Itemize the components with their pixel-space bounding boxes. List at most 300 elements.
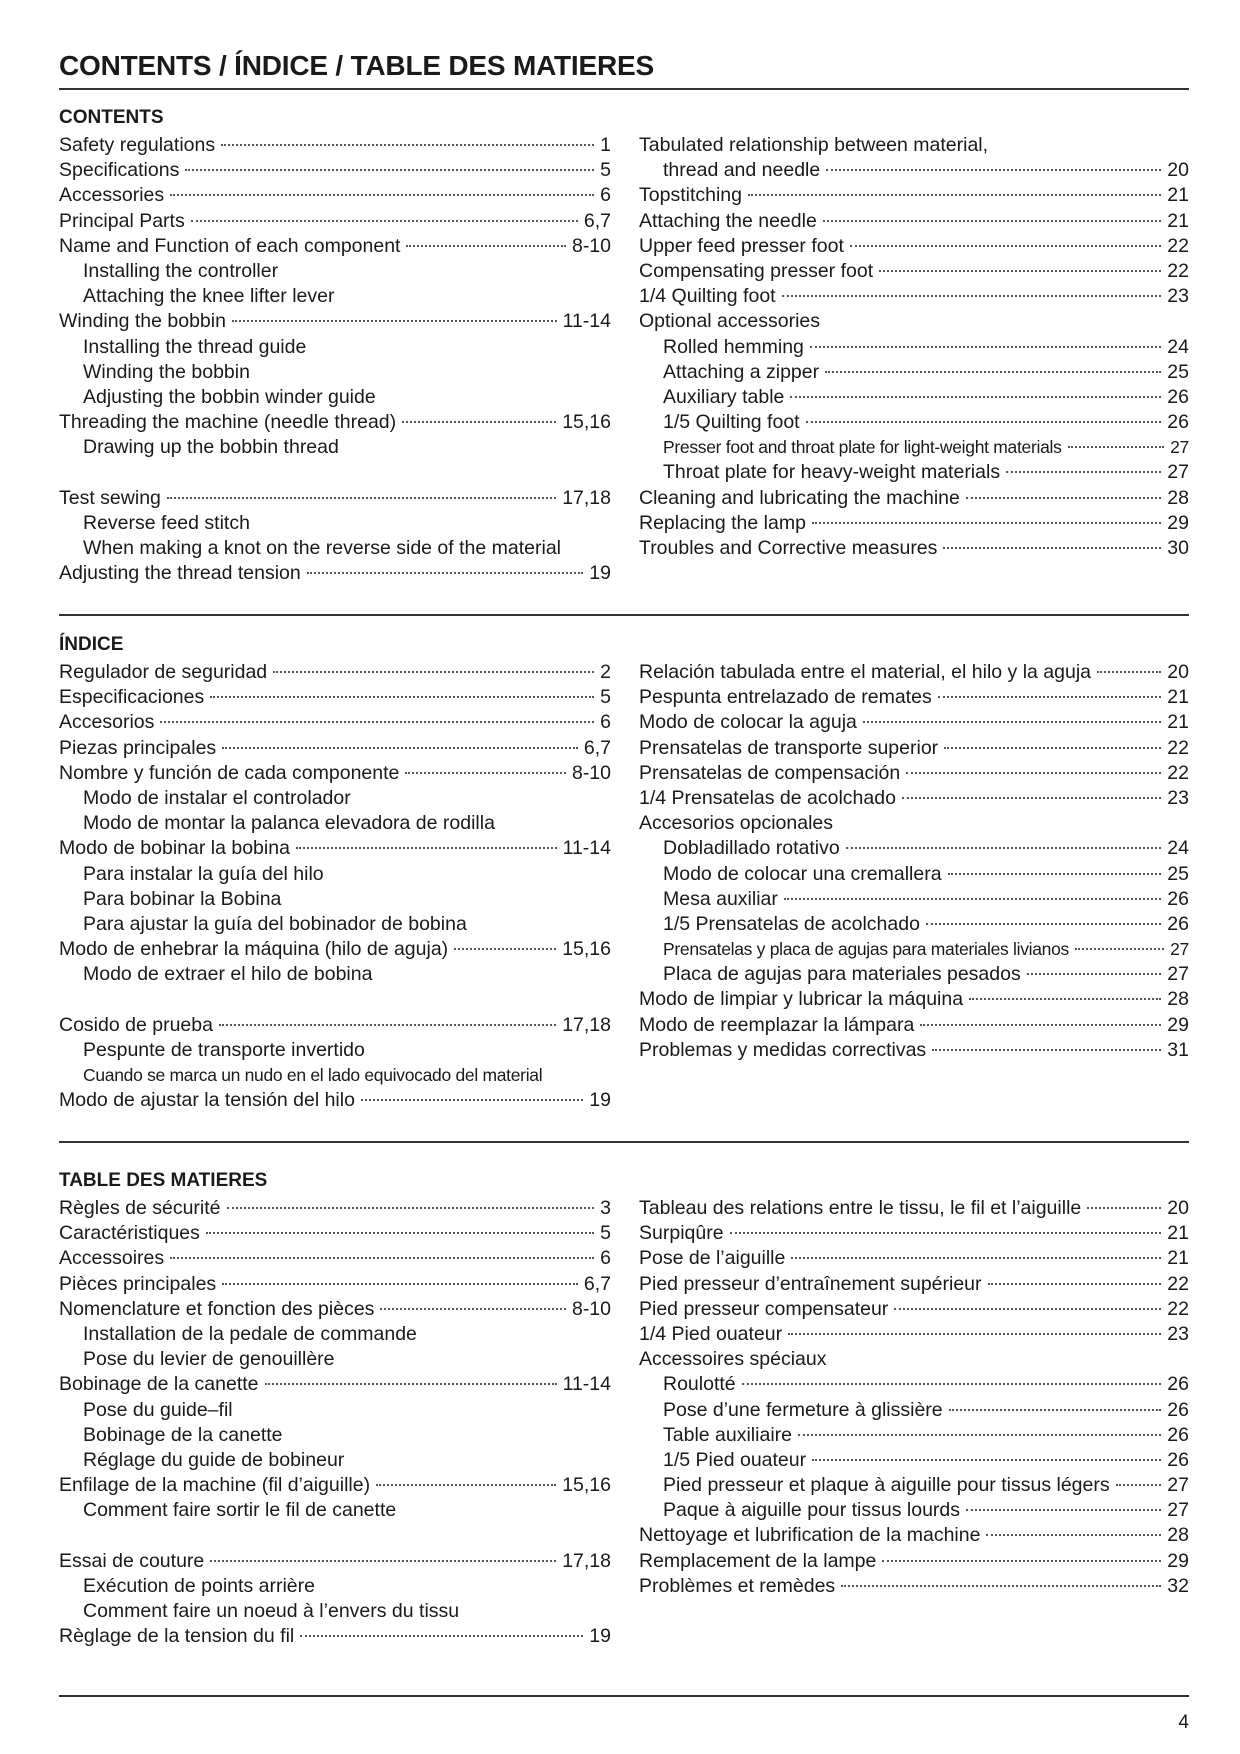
toc-entry-title: Pied presseur et plaque à aiguille pour tissus légers [663,1474,1110,1497]
toc-entry-title: Topstitching [639,184,742,207]
toc-spacer [59,1523,611,1548]
dot-leader [206,1232,594,1234]
dot-leader [966,1509,1161,1511]
toc-entry [639,736,1189,761]
dot-leader [380,1308,566,1310]
toc-entry-page: 17,18 [562,1549,611,1572]
toc-entry-title: Principal Parts [59,209,185,232]
toc-entry-page: 29 [1167,511,1189,534]
dot-leader [986,1534,1161,1536]
left-column [59,133,611,586]
toc-entry-page: 20 [1167,661,1189,683]
toc-spacer [59,460,611,485]
toc-entry-title: Cosido de prueba [59,1013,213,1036]
toc-entry-title: When making a knot on the reverse side of the material [83,537,561,559]
toc-entry [639,133,1189,158]
toc-entry-title: 1/5 Prensatelas de acolchado [663,912,920,935]
toc-entry-title: Pièces principales [59,1272,217,1295]
toc-entry [59,887,611,912]
toc-entry-title: Prensatelas y placa de agujas para materiales livianos [663,939,1069,960]
dot-leader [966,497,1161,499]
dot-leader [882,1560,1161,1562]
toc-entry-page: 5 [600,159,611,182]
toc-entry-page: 24 [1167,335,1189,358]
toc-entry-page: 28 [1167,1524,1189,1547]
toc-entry-title: Winding the bobbin [83,360,250,383]
toc-entry-page: 17,18 [562,1013,611,1036]
toc-entry [59,937,611,962]
dot-leader [920,1024,1161,1026]
toc-entry [639,183,1189,208]
toc-entry-page: 6 [600,711,611,734]
toc-entry [59,685,611,710]
toc-entry-page: 19 [589,562,611,585]
dot-leader [405,772,566,774]
toc-entry-title: Problèmes et remèdes [639,1574,836,1597]
toc-entry [639,761,1189,786]
toc-entry [639,460,1189,485]
toc-entry-title: Threading the machine (needle thread) [59,411,397,434]
toc-entry [639,710,1189,735]
toc-entry-title: Presser foot and throat plate for light-weight materials [663,437,1062,458]
toc-entry-title: 1/4 Quilting foot [639,285,776,308]
toc-entry-title: Caractéristiques [59,1222,200,1245]
toc-entry-page: 22 [1167,234,1189,257]
toc-entry-title: Modo de colocar la aguja [639,711,857,734]
toc-entry-title: Pose de l’aiguille [639,1247,786,1270]
toc-entry-page: 22 [1167,1297,1189,1320]
toc-entry [639,1398,1189,1423]
toc-entry-title: Pied presseur d’entraînement supérieur [639,1272,982,1295]
toc-entry-page: 1 [600,134,611,156]
toc-entry-title: Comment faire un noeud à l’envers du tissu [83,1600,460,1622]
toc-entry-title: Nombre y función de cada componente [59,761,400,784]
toc-entry [639,1221,1189,1246]
toc-entry-page: 22 [1167,259,1189,282]
toc-entry [59,360,611,385]
toc-entry-page: 31 [1167,1038,1189,1061]
toc-entry [639,1246,1189,1271]
toc-entry [59,1038,611,1063]
dot-leader [376,1484,556,1486]
toc-entry [59,1063,611,1088]
section-heading: ÍNDICE [59,634,124,655]
dot-leader [748,194,1161,196]
dot-leader [894,1308,1161,1310]
toc-entry [639,1523,1189,1548]
toc-entry [639,912,1189,937]
toc-entry-page: 26 [1167,912,1189,935]
section-divider [59,1141,1189,1143]
dot-leader [988,1283,1162,1285]
toc-entry [59,761,611,786]
toc-entry-title: Problemas y medidas correctivas [639,1038,927,1061]
dot-leader [219,1024,556,1026]
toc-entry-title: Placa de agujas para materiales pesados [663,963,1021,986]
dot-leader [823,220,1161,222]
dot-leader [943,547,1161,549]
toc-entry-page: 26 [1167,1373,1189,1396]
toc-entry-page: 24 [1167,837,1189,860]
dot-leader [906,772,1161,774]
dot-leader [273,671,594,673]
toc-entry-page: 19 [589,1089,611,1112]
toc-entry-title: Attaching the needle [639,209,817,232]
toc-entry-title: Winding the bobbin [59,310,226,333]
toc-entry [59,1196,611,1221]
toc-entry [639,234,1189,259]
toc-entry-page: 23 [1167,1322,1189,1345]
dot-leader [1075,948,1164,950]
dot-leader [222,747,578,749]
toc-entry [59,1272,611,1297]
toc-entry [639,811,1189,836]
dot-leader [232,320,557,322]
toc-entry-title: Exécution de points arrière [83,1574,315,1597]
dot-leader [812,1459,1161,1461]
toc-entry-title: Essai de couture [59,1549,205,1572]
toc-entry [59,284,611,309]
toc-entry-title: Paque à aiguille pour tissus lourds [663,1499,961,1522]
toc-entry [639,284,1189,309]
toc-entry [59,912,611,937]
toc-entry-page: 22 [1167,736,1189,759]
toc-entry-title: thread and needle [663,159,821,182]
dot-leader [167,497,556,499]
toc-entry [59,1574,611,1599]
toc-entry [59,511,611,536]
toc-entry-page: 21 [1167,686,1189,709]
toc-entry [59,259,611,284]
toc-entry-title: Règles de sécurité [59,1197,221,1219]
toc-entry-title: Replacing the lamp [639,511,806,534]
toc-entry-page: 3 [600,1197,611,1219]
title-rule [59,88,1189,90]
toc-entry [639,937,1189,962]
footer-rule [59,1695,1189,1697]
section-heading: TABLE DES MATIERES [59,1170,268,1191]
toc-entry [639,1423,1189,1448]
toc-entry [639,887,1189,912]
dot-leader [402,421,556,423]
dot-leader [170,194,594,196]
toc-entry [59,309,611,334]
toc-entry-title: Comment faire sortir le fil de canette [83,1499,397,1522]
toc-entry [59,786,611,811]
toc-entry-title: Modo de instalar el controlador [83,786,351,809]
toc-entry-title: Bobinage de la canette [59,1373,259,1396]
dot-leader [742,1383,1162,1385]
toc-entry-page: 6,7 [583,1272,611,1295]
toc-entry-title: Adjusting the thread tension [59,562,301,585]
toc-entry [639,1498,1189,1523]
toc-entry-title: Modo de colocar una cremallera [663,862,942,885]
dot-leader [825,371,1161,373]
toc-entry-page: 15,16 [562,411,611,434]
dot-leader [296,847,557,849]
toc-entry-page: 21 [1167,209,1189,232]
toc-entry [59,410,611,435]
toc-entry-title: Surpiqûre [639,1222,724,1245]
toc-entry [59,1322,611,1347]
toc-entry-title: 1/4 Prensatelas de acolchado [639,786,896,809]
toc-entry-title: Safety regulations [59,134,216,156]
toc-entry-page: 27 [1167,461,1189,484]
toc-entry-page: 26 [1167,1423,1189,1446]
toc-entry-page: 11-14 [562,1373,611,1396]
toc-entry-page: 21 [1167,1247,1189,1270]
toc-entry [639,1347,1189,1372]
dot-leader [969,998,1161,1000]
dot-leader [210,696,594,698]
section-heading: CONTENTS [59,107,164,128]
dot-leader [841,1585,1161,1587]
dot-leader [222,1283,578,1285]
toc-entry-title: Dobladillado rotativo [663,837,840,860]
dot-leader [300,1635,583,1637]
toc-entry-page: 27 [1167,1474,1189,1497]
toc-entry [639,209,1189,234]
toc-entry-page: 22 [1167,1272,1189,1295]
toc-entry-page: 29 [1167,1549,1189,1572]
toc-entry [59,1398,611,1423]
toc-entry [639,962,1189,987]
toc-entry-title: Cleaning and lubricating the machine [639,486,960,509]
section-contents [59,103,1189,586]
toc-entry-page: 22 [1167,761,1189,784]
toc-entry [59,385,611,410]
toc-entry-title: Reverse feed stitch [83,511,250,534]
toc-entry [59,736,611,761]
dot-leader [788,1333,1161,1335]
toc-entry [59,836,611,861]
toc-entry-title: Installing the thread guide [83,335,307,358]
toc-entry-title: Optional accessories [639,310,821,333]
toc-entry-page: 26 [1167,385,1189,408]
toc-entry-title: Modo de reemplazar la lámpara [639,1013,915,1036]
toc-entry [59,1297,611,1322]
toc-entry [59,1423,611,1448]
toc-entry-title: Para ajustar la guía del bobinador de bobina [83,912,467,935]
toc-entry-title: Accessories [59,184,165,207]
toc-entry [639,1272,1189,1297]
dot-leader [812,522,1161,524]
toc-entry-title: Para instalar la guía del hilo [83,862,324,885]
toc-entry [59,536,611,561]
toc-entry-page: 6,7 [583,736,611,759]
toc-entry [59,561,611,586]
toc-entry [639,1196,1189,1221]
toc-entry [59,1498,611,1523]
toc-entry [59,1372,611,1397]
right-column [639,1196,1189,1649]
toc-entry-title: 1/4 Pied ouateur [639,1322,783,1345]
toc-entry [639,536,1189,561]
toc-entry [59,1221,611,1246]
toc-entry [639,1322,1189,1347]
dot-leader [1068,446,1165,448]
toc-entry-title: Upper feed presser foot [639,234,844,257]
toc-entry-page: 11-14 [562,310,611,333]
toc-entry [59,1013,611,1038]
toc-entry-page: 5 [600,686,611,709]
toc-entry-page: 28 [1167,486,1189,509]
toc-entry-title: Modo de bobinar la bobina [59,837,290,860]
toc-entry-page: 26 [1167,1398,1189,1421]
toc-entry-page: 26 [1167,411,1189,434]
toc-entry-page: 17,18 [562,486,611,509]
toc-entry [639,360,1189,385]
toc-entry-page: 8-10 [571,1297,611,1320]
toc-entry-page: 19 [589,1625,611,1648]
toc-entry-page: 21 [1167,711,1189,734]
section-table-des-matieres [59,1166,1189,1649]
toc-entry-title: Pied presseur compensateur [639,1297,889,1320]
toc-entry [59,158,611,183]
toc-entry-title: Accesorios [59,711,155,734]
toc-entry-title: Accessoires spéciaux [639,1348,827,1371]
toc-entry-title: Modo de ajustar la tensión del hilo [59,1089,355,1112]
toc-entry-title: Para bobinar la Bobina [83,887,282,910]
dot-leader [863,721,1161,723]
toc-entry-title: Modo de montar la palanca elevadora de rodilla [83,812,495,835]
dot-leader [938,696,1162,698]
dot-leader [1087,1207,1161,1209]
toc-entry-page: 32 [1167,1574,1189,1597]
toc-entry [639,1372,1189,1397]
dot-leader [850,245,1161,247]
toc-entry-title: Règlage de la tension du fil [59,1625,295,1648]
toc-entry-title: Accesorios opcionales [639,812,834,835]
dot-leader [160,721,594,723]
toc-entry [59,1599,611,1624]
toc-entry-page: 8-10 [571,234,611,257]
toc-entry-title: Réglage du guide de bobineur [83,1448,345,1471]
dot-leader [307,572,584,574]
toc-entry-title: Modo de enhebrar la máquina (hilo de aguja) [59,938,449,961]
toc-entry-title: Name and Function of each component [59,234,401,257]
right-column [639,660,1189,1113]
dot-leader [191,220,578,222]
toc-entry [59,862,611,887]
toc-entry-title: Prensatelas de compensación [639,761,901,784]
toc-entry-page: 30 [1167,537,1189,559]
toc-entry-title: Relación tabulada entre el material, el hilo y la aguja [639,661,1092,683]
toc-entry-title: Adjusting the bobbin winder guide [83,385,376,408]
toc-entry-title: Cuando se marca un nudo en el lado equivocado del material [83,1065,543,1085]
toc-entry-page: 21 [1167,1222,1189,1245]
toc-entry-title: Modo de limpiar y lubricar la máquina [639,988,964,1011]
toc-entry-title: Roulotté [663,1373,736,1396]
toc-entry [639,259,1189,284]
toc-entry-page: 8-10 [571,761,611,784]
dot-leader [949,1409,1162,1411]
toc-entry-page: 25 [1167,360,1189,383]
dot-leader [798,1434,1161,1436]
toc-entry [639,987,1189,1012]
toc-entry [59,962,611,987]
toc-entry-title: Mesa auxiliar [663,887,778,910]
toc-entry-title: Test sewing [59,486,161,509]
dot-leader [170,1257,594,1259]
toc-entry-page: 11-14 [562,837,611,860]
toc-entry [639,836,1189,861]
dot-leader [730,1232,1162,1234]
toc-entry [639,335,1189,360]
toc-entry [639,309,1189,334]
toc-entry-title: Compensating presser foot [639,259,874,282]
toc-entry [639,511,1189,536]
toc-entry [59,710,611,735]
toc-entry-page: 20 [1167,159,1189,182]
page-title: CONTENTS / ÍNDICE / TABLE DES MATIERES [59,50,654,81]
dot-leader [185,169,594,171]
toc-entry-title: Installing the controller [83,259,279,282]
toc-entry-title: Accessoires [59,1247,165,1270]
toc-entry-title: Tabulated relationship between material, [639,134,989,156]
toc-entry-title: Prensatelas de transporte superior [639,736,939,759]
toc-entry [59,1448,611,1473]
toc-entry-page: 26 [1167,887,1189,910]
toc-entry [59,1088,611,1113]
toc-entry [639,1448,1189,1473]
toc-entry-title: Installation de la pedale de commande [83,1322,417,1345]
toc-entry [59,209,611,234]
toc-entry [639,1038,1189,1063]
left-column [59,1196,611,1649]
dot-leader [902,797,1161,799]
toc-entry [639,786,1189,811]
toc-entry-title: 1/5 Pied ouateur [663,1448,807,1471]
toc-entry [59,486,611,511]
toc-entry-page: 6,7 [583,209,611,232]
section-divider [59,614,1189,616]
toc-entry-title: Nettoyage et lubrification de la machine [639,1524,981,1547]
dot-leader [265,1383,557,1385]
dot-leader [221,144,594,146]
toc-entry-title: Nomenclature et fonction des pièces [59,1297,375,1320]
toc-entry [59,1347,611,1372]
toc-entry [59,1473,611,1498]
toc-entry [59,435,611,460]
toc-entry-title: Especificaciones [59,686,205,709]
dot-leader [210,1560,556,1562]
toc-entry-title: Table auxiliaire [663,1423,792,1446]
toc-entry-page: 28 [1167,988,1189,1011]
toc-entry [59,133,611,158]
toc-entry-page: 21 [1167,184,1189,207]
dot-leader [846,847,1162,849]
dot-leader [790,396,1161,398]
dot-leader [784,898,1161,900]
toc-entry-page: 26 [1167,1448,1189,1471]
toc-entry-title: Attaching the knee lifter lever [83,285,335,308]
toc-entry-title: Pose du guide–fil [83,1398,233,1421]
toc-entry-title: Tableau des relations entre le tissu, le fil et l’aiguille [639,1197,1082,1219]
dot-leader [932,1049,1161,1051]
toc-entry [639,410,1189,435]
toc-entry-page: 29 [1167,1013,1189,1036]
toc-entry [639,862,1189,887]
toc-entry [59,660,611,685]
toc-entry-title: Drawing up the bobbin thread [83,436,339,459]
toc-entry-page: 20 [1167,1197,1189,1219]
toc-entry [639,435,1189,460]
toc-entry [59,234,611,259]
toc-entry-page: 27 [1170,437,1189,458]
dot-leader [826,169,1161,171]
dot-leader [1097,671,1161,673]
